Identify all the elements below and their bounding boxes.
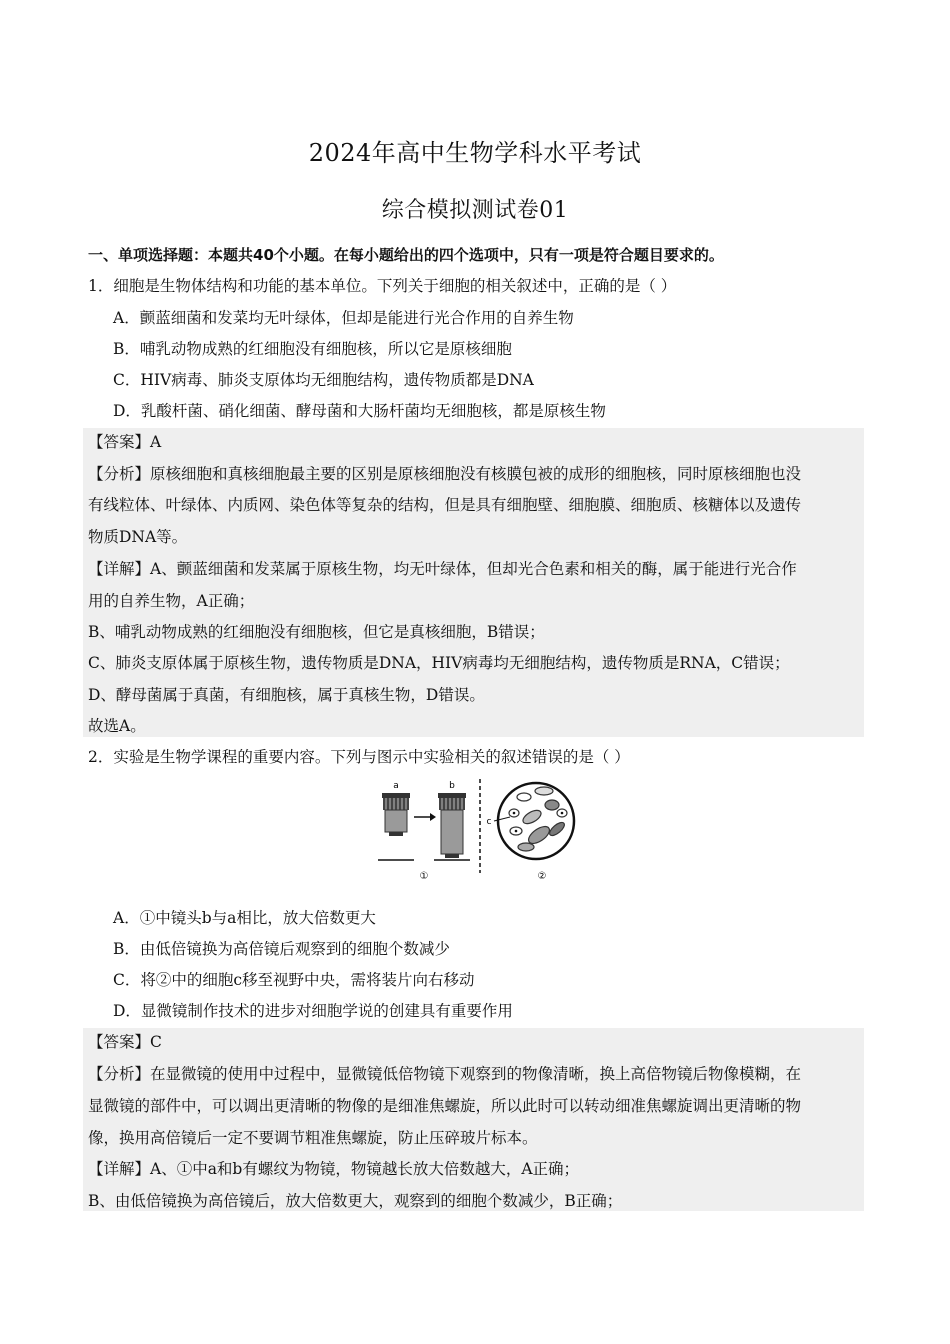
section-heading: 一、单项选择题：本题共40个小题。在每小题给出的四个选项中，只有一项是符合题目要求的。 bbox=[88, 246, 724, 264]
question-1-option-d: D．乳酸杆菌、硝化细菌、酵母菌和大肠杆菌均无细胞核，都是原核生物 bbox=[113, 402, 606, 420]
question-1-detail-line: C、肺炎支原体属于原核生物，遗传物质是DNA，HIV病毒均无细胞结构，遗传物质是RNA，C错误； bbox=[88, 654, 790, 672]
field-of-view bbox=[494, 783, 574, 859]
question-1-detail-line: B、哺乳动物成熟的红细胞没有细胞核，但它是真核细胞，B错误； bbox=[88, 623, 545, 641]
question-1-detail-line: 故选A。 bbox=[88, 717, 146, 735]
question-2-analysis-line: 【分析】在显微镜的使用中过程中，显微镜低倍物镜下观察到的物像清晰，换上高倍物镜后物像模糊，在 bbox=[88, 1065, 802, 1083]
question-2-detail-line: B、由低倍镜换为高倍镜后，放大倍数更大，观察到的细胞个数减少，B正确； bbox=[88, 1192, 623, 1210]
question-2-option-c: C．将②中的细胞c移至视野中央，需将装片向右移动 bbox=[113, 971, 475, 989]
objective-lens-b bbox=[434, 793, 470, 860]
page-subtitle: 综合模拟测试卷01 bbox=[381, 198, 569, 223]
question-2-solution-block bbox=[83, 1028, 864, 1211]
question-2-analysis-line: 显微镜的部件中，可以调出更清晰的物像的是细准焦螺旋，所以此时可以转动细准焦螺旋调出更清晰的物 bbox=[88, 1097, 802, 1115]
question-1-option-a: A．颤蓝细菌和发菜均无叶绿体，但却是能进行光合作用的自养生物 bbox=[113, 309, 574, 327]
question-2-option-d: D．显微镜制作技术的进步对细胞学说的创建具有重要作用 bbox=[113, 1002, 513, 1020]
question-1-option-b: B．哺乳动物成熟的红细胞没有细胞核，所以它是原核细胞 bbox=[113, 340, 512, 358]
question-2-detail-line: 【详解】A、①中a和b有螺纹为物镜，物镜越长放大倍数越大，A正确； bbox=[88, 1160, 580, 1178]
question-1-analysis-line: 【分析】原核细胞和真核细胞最主要的区别是原核细胞没有核膜包被的成形的细胞核，同时原核细胞也没 bbox=[88, 465, 802, 483]
question-1-answer: 【答案】A bbox=[88, 433, 162, 451]
question-2-stem: 2．实验是生物学课程的重要内容。下列与图示中实验相关的叙述错误的是（ ） bbox=[88, 748, 630, 766]
question-1-analysis-line: 物质DNA等。 bbox=[88, 528, 188, 546]
question-1-detail-line: D、酵母菌属于真菌，有细胞核，属于真核生物，D错误。 bbox=[88, 686, 485, 704]
microscope-figure bbox=[376, 777, 582, 883]
question-1-stem: 1．细胞是生物体结构和功能的基本单位。下列关于细胞的相关叙述中，正确的是（ ） bbox=[88, 277, 677, 295]
caption-1: ① bbox=[419, 871, 429, 882]
question-2-option-b: B．由低倍镜换为高倍镜后观察到的细胞个数减少 bbox=[113, 940, 450, 958]
question-1-analysis-line: 有线粒体、叶绿体、内质网、染色体等复杂的结构，但是具有细胞壁、细胞膜、细胞质、核糖体以及遗传 bbox=[88, 496, 802, 514]
label-c: c bbox=[486, 817, 492, 827]
question-2-analysis-line: 像，换用高倍镜后一定不要调节粗准焦螺旋，防止压碎玻片标本。 bbox=[88, 1129, 538, 1147]
label-a: a bbox=[393, 781, 399, 791]
label-b: b bbox=[449, 781, 455, 791]
question-2-option-a: A．①中镜头b与a相比，放大倍数更大 bbox=[113, 909, 376, 927]
question-1-detail-line: 用的自养生物，A正确； bbox=[88, 592, 255, 610]
question-1-detail-line: 【详解】A、颤蓝细菌和发菜属于原核生物，均无叶绿体，但却光合色素和相关的酶，属于能进行光合作 bbox=[88, 560, 797, 578]
caption-2: ② bbox=[537, 871, 547, 882]
question-1-option-c: C．HIV病毒、肺炎支原体均无细胞结构，遗传物质都是DNA bbox=[113, 371, 534, 389]
question-2-answer: 【答案】C bbox=[88, 1033, 162, 1051]
objective-lens-a bbox=[378, 793, 414, 860]
page-title: 2024年高中生物学科水平考试 bbox=[308, 139, 642, 167]
arrow-icon bbox=[414, 813, 436, 821]
